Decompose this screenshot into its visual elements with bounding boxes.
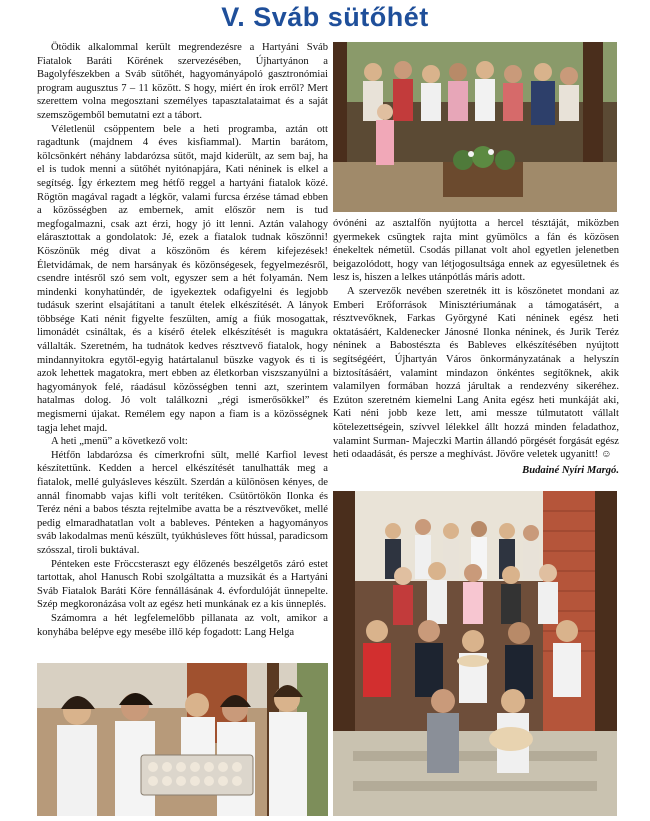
paragraph-menu-heading: A heti „menü” a következő volt: [51, 436, 188, 448]
group-photo-outdoor [333, 42, 617, 212]
paragraph-highlight-cont: óvónéni az asztalfőn nyújtotta a hercel tésztáját, miközben gyermekek csüngtek rajta mint gyümölcs a fán és közösen énekeltek németül. Csodás pillanat volt ahol egyetlen jelenetben beigazolódott, hogy van létjogosultsága ennek az egyesületnek és lesz is, hiszen a lelkes utánpótlás máris adott. [333, 218, 619, 284]
article-left-column [37, 41, 328, 639]
girls-with-pastry-tray [37, 663, 328, 816]
paragraph-closing-evening: Pénteken este Fröccsteraszt egy élőzenés beszélgetős záró estet tartottak, ahol Hanusch Robi szolgáltatta a muzsikát és a Hartyáni Sváb Fiatalok Baráti Köre fennállásának 4. évfordulóját ünnepelte. Szép megkoronázása volt az egész heti munkának ez a kis ünneplés. [37, 558, 328, 611]
paragraph-intro: Ötödik alkalommal került megrendezésre a Hartyáni Sváb Fiatalok Baráti Körének szervezésében, Újhartyánon a Bagolyfészekben a Sváb sütőhét, hagyományápoló gasztronómiai program augusztus 7 – 11 között. S hogy, miért én írok erről? Mert szerettem volna megosztani személyes tapasztalataimat és a saját szemszögemből bemutatni ezt a tábort. [37, 42, 328, 121]
paragraph-highlight: Számomra a hét legfelemelőbb pillanata az volt, amikor a konyhába belépve egy mesébe illő kép fogadott: Lang Helga [37, 612, 328, 638]
page-title: V. Sváb sütőhét [221, 2, 429, 32]
paragraph-thanks: A szervezők nevében szeretnék itt is köszönetet mondani az Emberi Erőforrások Minisztériumának a támogatásért, a résztvevőknek, Farkas Györgyné Kati néninek egész heti oktatásáért, Kaldenecker Jánosné Ilonka néninek, és Jurik Teréz néninek a Babostészta és Bableves elkészítésében nyújtott segítségéért, Újhartyán Város önkormányzatának a helyszín biztosításáért, valamint mindazon önkéntes segítőknek, akik valamilyen formában hozzá járultak a rendezvény sikeréhez. Ezúton szeretném kiemelni Lang Anita egész heti munkáját aki, Kati néni jobb keze lett, ami messze túlmutatott vállalt kötelezettségein, szívvel lélekkel állt hozzá minden feladathoz, valamint Surman- Majeczki Martin állandó pörgését forgását egész heti odaadását, és persze a meghívást. Jövőre veletek ugyanitt! ☺ [333, 285, 619, 461]
group-photo-outdoor-image [333, 42, 617, 212]
group-photo-stairs [333, 491, 617, 816]
paragraph-experience: Véletlenül csöppentem bele a heti programba, aztán ott ragadtunk (majdnem 4 éves kisfiammal). Martin barátom, kölcsönkért néhány labdarózsa sütőt, majd kiderült, az sem baj, ha el is tudok menni a sütőhét nyitónapjára, Kati néninek is elkel a segítség. Így érkeztem meg hétfő reggel a hartyáni fiatalok közé. Rögtön magával ragadt a légkör, valami furcsa érzése támad ebben a közösségben az embernek, amit először nem is tud megfogalmazni, csak azt érzi, hogy jó itt lenni. Aztán valahogy elárasztottak a gondolatok: Jé, ezek a fiatalok tudnak köszönni! Köszönük még divat a köszönöm és kérem kifejezések! Életvidámak, de nem harsányak és közönségesek, fegyelmezésről, csendre intésről szó sem volt, egyszer sem a hét folyamán. Nem mindenki konyhatündér, de igyekeztek odafigyelni és legjobb tudásuk szerint elsajátítani a tanult ételek elkészítését. A lányok többsége Kati nénit figyelte feszülten, amíg a fiúk mosogattak, limonádét csináltak, és a kísérő ételek elkészítését is magukra vállalták. Szeretném, ha tudnátok kedves résztvevő fiatalok, hogy mindannyitokra egytől-egyig határtalanul büszke vagyok és ti is azok lehettek magatokra, mert ebben az életkorban viszszanyúlni a hagyományok felé, ráadásul közösségben tenni azt, szerintem hatalmas dolog. Jó volt találkozni „régi ismerősökkel” és megismerni újakat. Remélem egy napon a fiam is a közösségnek tagja lehet majd. [37, 123, 328, 434]
group-photo-stairs-image [333, 491, 617, 816]
paragraph-menu: Hétfőn labdarózsa és címerkrofni sült, mellé Karfiol levest készítettünk. Kedden a hercel elkészítését tanulhatták meg a fiatalok, mellé gulyásleves készült. Szerdán a különösen kényes, de annál finomabb vajas kifli volt terítéken. Csütörtökön Ilonka és Teréz néni a babos tészta rejtelmibe avatta be a résztvevőket, mellé pedig elmaradhatatlan volt a bableves. Pénteken a hagyományos sváb lakodalmas menü készült, tyúkhúsleves főtt hússal, paradicsom szósszal, tiroli buktával. [37, 449, 328, 556]
author-signature: Budainé Nyíri Margó. [522, 464, 619, 476]
article-right-column [333, 217, 619, 477]
girls-with-pastry-tray-image [37, 663, 328, 816]
